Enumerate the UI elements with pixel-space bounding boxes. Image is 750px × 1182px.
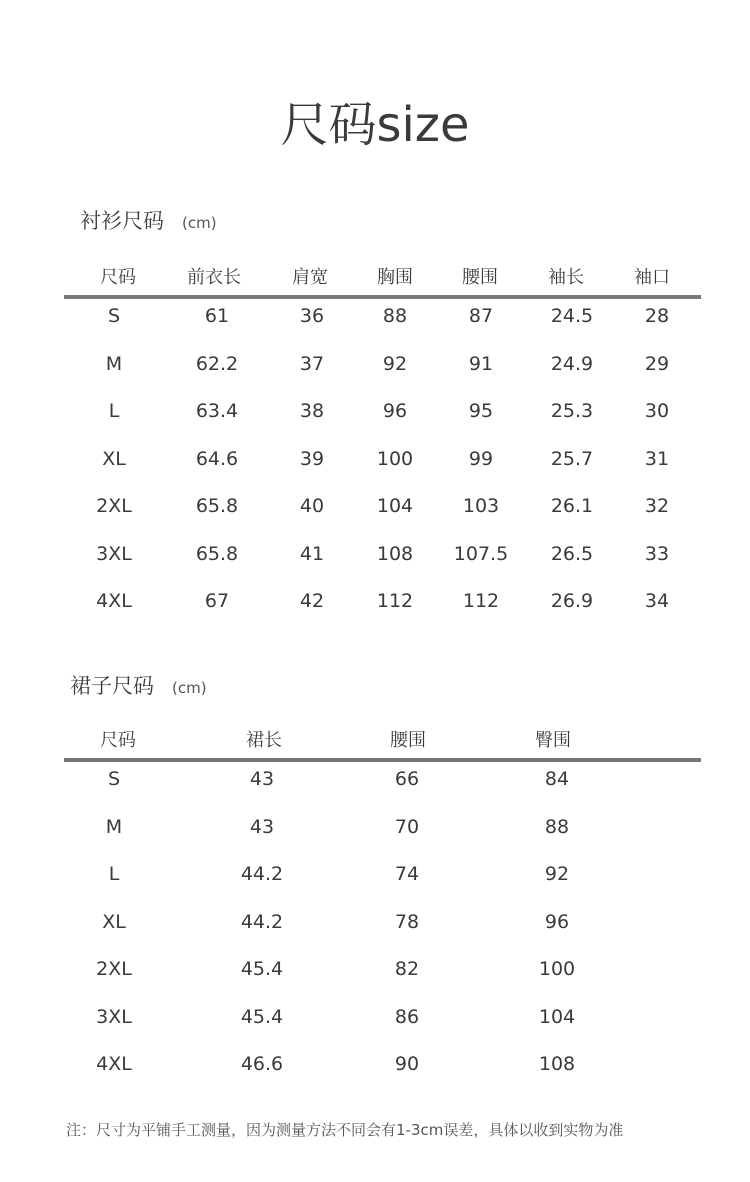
table-cell: L bbox=[108, 863, 120, 885]
table-cell: 28 bbox=[644, 305, 670, 327]
table-cell: 100 bbox=[538, 958, 576, 980]
table-cell: 26.9 bbox=[550, 590, 594, 612]
shirt-header-waist: 腰围 bbox=[462, 267, 498, 288]
table-cell: 4XL bbox=[96, 590, 132, 612]
table-cell: 62.2 bbox=[195, 352, 239, 375]
table-cell: 26.1 bbox=[550, 495, 594, 517]
table-cell: 24.9 bbox=[550, 352, 594, 375]
table-cell: 39 bbox=[299, 447, 325, 470]
table-cell: 3XL bbox=[96, 1005, 132, 1028]
table-cell: 3XL bbox=[96, 542, 132, 565]
table-cell: 34 bbox=[644, 590, 670, 612]
skirt-header-hip: 臀围 bbox=[535, 730, 571, 751]
table-cell: 108 bbox=[376, 542, 414, 565]
table-cell: 30 bbox=[644, 400, 670, 422]
table-cell: 63.4 bbox=[195, 400, 239, 422]
shirt-section-title: 衬衫尺码 bbox=[80, 209, 164, 233]
table-row bbox=[64, 353, 701, 401]
shirt-header-size: 尺码 bbox=[100, 267, 136, 288]
table-row bbox=[64, 400, 701, 448]
table-cell: 92 bbox=[382, 352, 408, 375]
table-cell: 41 bbox=[299, 542, 325, 565]
table-cell: 96 bbox=[544, 910, 570, 933]
table-cell: 26.5 bbox=[550, 542, 594, 565]
table-cell: 90 bbox=[394, 1053, 420, 1075]
table-cell: 44.2 bbox=[240, 910, 284, 933]
skirt-section-title: 裙子尺码 bbox=[70, 674, 154, 698]
table-row bbox=[64, 911, 701, 959]
table-row bbox=[64, 1006, 701, 1054]
table-cell: 100 bbox=[376, 447, 414, 470]
page-title: 尺码size bbox=[280, 97, 470, 153]
table-cell: 86 bbox=[394, 1005, 420, 1028]
table-cell: 29 bbox=[644, 352, 670, 375]
table-cell: 82 bbox=[394, 958, 420, 980]
table-cell: 36 bbox=[299, 305, 325, 327]
shirt-header-front-length: 前衣长 bbox=[187, 267, 241, 288]
table-cell: 108 bbox=[538, 1053, 576, 1075]
shirt-table-body bbox=[64, 305, 701, 638]
table-row bbox=[64, 958, 701, 1006]
table-cell: 99 bbox=[468, 447, 494, 470]
table-row bbox=[64, 305, 701, 353]
table-cell: 64.6 bbox=[195, 447, 239, 470]
shirt-unit-label: (cm) bbox=[182, 214, 217, 232]
table-cell: XL bbox=[102, 447, 126, 470]
table-row bbox=[64, 543, 701, 591]
table-cell: 92 bbox=[544, 863, 570, 885]
table-cell: 32 bbox=[644, 495, 670, 517]
table-cell: 4XL bbox=[96, 1053, 132, 1075]
skirt-header-waist: 腰围 bbox=[390, 730, 426, 751]
shirt-header-sleeve-length: 袖长 bbox=[548, 267, 584, 288]
table-cell: 96 bbox=[382, 400, 408, 422]
table-cell: 33 bbox=[644, 542, 670, 565]
table-cell: M bbox=[105, 815, 123, 838]
measurement-note: 注：尺寸为平铺手工测量，因为测量方法不同会有1-3cm误差，具体以收到实物为准 bbox=[66, 1121, 624, 1139]
table-cell: 84 bbox=[544, 768, 570, 790]
table-cell: M bbox=[105, 352, 123, 375]
table-cell: 112 bbox=[376, 590, 414, 612]
table-cell: 74 bbox=[394, 863, 420, 885]
table-cell: 104 bbox=[376, 495, 414, 517]
table-cell: 31 bbox=[644, 447, 670, 470]
shirt-header-shoulder: 肩宽 bbox=[292, 267, 328, 288]
table-cell: 91 bbox=[468, 352, 494, 375]
table-cell: 65.8 bbox=[195, 542, 239, 565]
table-cell: 70 bbox=[394, 815, 420, 838]
table-cell: 78 bbox=[394, 910, 420, 933]
table-row bbox=[64, 863, 701, 911]
table-cell: 43 bbox=[249, 815, 275, 838]
table-cell: 43 bbox=[249, 768, 275, 790]
table-cell: 107.5 bbox=[453, 542, 509, 565]
shirt-section-heading bbox=[80, 205, 217, 235]
table-row bbox=[64, 768, 701, 816]
table-cell: 87 bbox=[468, 305, 494, 327]
shirt-header-cuff: 袖口 bbox=[634, 267, 670, 288]
skirt-table-body bbox=[64, 768, 701, 1101]
table-cell: 88 bbox=[544, 815, 570, 838]
table-cell: L bbox=[108, 400, 120, 422]
table-cell: 65.8 bbox=[195, 495, 239, 517]
table-row bbox=[64, 1053, 701, 1101]
table-cell: 25.3 bbox=[550, 400, 594, 422]
table-row bbox=[64, 495, 701, 543]
table-cell: 24.5 bbox=[550, 305, 594, 327]
table-cell: 2XL bbox=[96, 958, 132, 980]
table-cell: 45.4 bbox=[240, 958, 284, 980]
shirt-header-divider bbox=[64, 295, 701, 299]
table-cell: XL bbox=[102, 910, 126, 933]
table-cell: 44.2 bbox=[240, 863, 284, 885]
table-row bbox=[64, 816, 701, 864]
table-cell: 2XL bbox=[96, 495, 132, 517]
table-cell: 38 bbox=[299, 400, 325, 422]
skirt-unit-label: (cm) bbox=[172, 679, 207, 697]
table-cell: 103 bbox=[462, 495, 500, 517]
skirt-section-heading bbox=[70, 670, 207, 700]
skirt-header-skirt-length: 裙长 bbox=[246, 730, 282, 751]
table-cell: S bbox=[107, 768, 121, 790]
table-row bbox=[64, 590, 701, 638]
table-cell: 88 bbox=[382, 305, 408, 327]
table-cell: 25.7 bbox=[550, 447, 594, 470]
table-cell: 61 bbox=[204, 305, 230, 327]
skirt-header-size: 尺码 bbox=[100, 730, 136, 751]
shirt-header-chest: 胸围 bbox=[377, 267, 413, 288]
table-cell: 112 bbox=[462, 590, 500, 612]
table-cell: 46.6 bbox=[240, 1053, 284, 1075]
skirt-header-divider bbox=[64, 758, 701, 762]
table-cell: 37 bbox=[299, 352, 325, 375]
table-cell: 45.4 bbox=[240, 1005, 284, 1028]
table-cell: S bbox=[107, 305, 121, 327]
table-cell: 95 bbox=[468, 400, 494, 422]
table-cell: 104 bbox=[538, 1005, 576, 1028]
table-cell: 40 bbox=[299, 495, 325, 517]
table-cell: 66 bbox=[394, 768, 420, 790]
table-row bbox=[64, 448, 701, 496]
table-cell: 42 bbox=[299, 590, 325, 612]
table-cell: 67 bbox=[204, 590, 230, 612]
